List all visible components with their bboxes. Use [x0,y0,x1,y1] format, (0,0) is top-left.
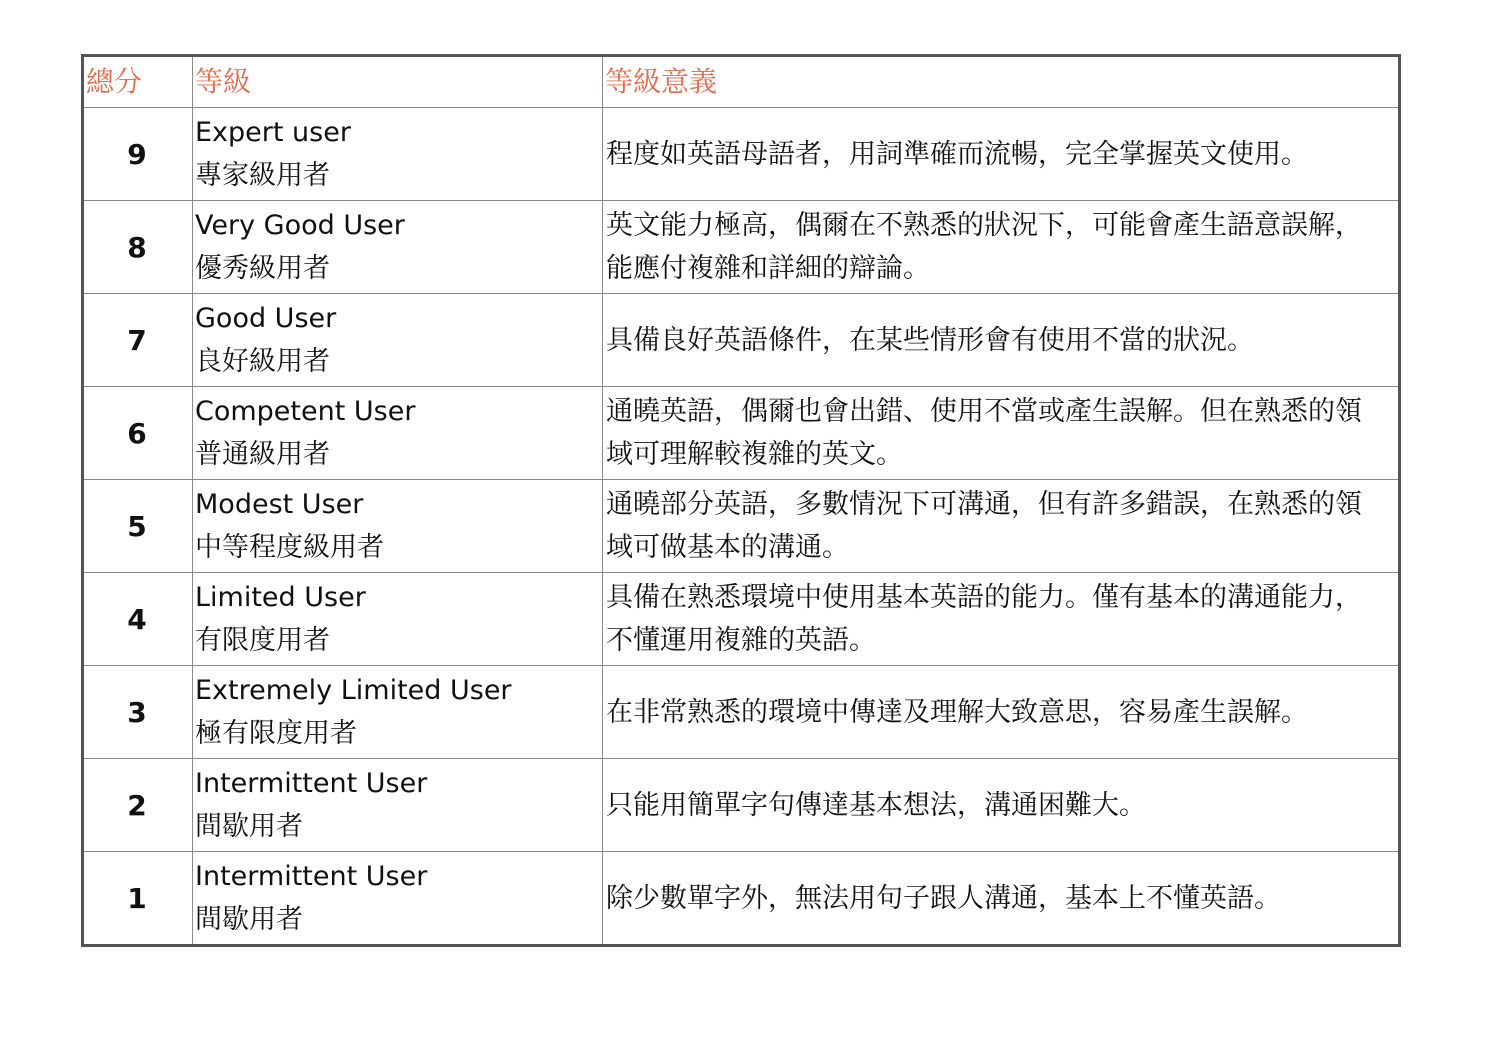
meaning-cell: 通曉英語，偶爾也會出錯、使用不當或產生誤解。但在熟悉的領域可理解較複雜的英文。 [603,387,1400,480]
level-chinese: 專家級用者 [195,160,330,191]
level-cell [193,666,603,759]
header-meaning: 等級意義 [603,56,1400,108]
table-row [83,666,1400,759]
ielts-score-table [81,54,1401,947]
table-row [83,387,1400,480]
level-chinese: 中等程度級用者 [195,532,384,563]
level-cell [193,108,603,201]
score-cell: 3 [83,666,193,759]
table-row [83,480,1400,573]
level-english: Very Good User [195,210,405,241]
ielts-score-table-container [81,54,1398,947]
level-chinese: 間歇用者 [195,811,303,842]
level-cell [193,387,603,480]
score-cell: 5 [83,480,193,573]
meaning-cell: 程度如英語母語者，用詞準確而流暢，完全掌握英文使用。 [603,108,1400,201]
level-chinese: 有限度用者 [195,625,330,656]
table-row [83,573,1400,666]
score-cell: 8 [83,201,193,294]
level-cell [193,201,603,294]
score-cell: 1 [83,852,193,946]
table-header-row [83,56,1400,108]
meaning-cell: 只能用簡單字句傳達基本想法，溝通困難大。 [603,759,1400,852]
level-english: Intermittent User [195,768,428,799]
meaning-cell: 具備良好英語條件，在某些情形會有使用不當的狀況。 [603,294,1400,387]
table-row [83,759,1400,852]
level-english: Modest User [195,489,364,520]
table-row [83,201,1400,294]
table-row [83,852,1400,946]
level-cell [193,294,603,387]
level-cell [193,573,603,666]
level-cell [193,480,603,573]
meaning-cell: 除少數單字外，無法用句子跟人溝通，基本上不懂英語。 [603,852,1400,946]
table-row [83,294,1400,387]
level-english: Limited User [195,582,366,613]
score-cell: 6 [83,387,193,480]
level-cell [193,852,603,946]
level-cell [193,759,603,852]
header-level: 等級 [193,56,603,108]
level-chinese: 間歇用者 [195,904,303,935]
score-cell: 7 [83,294,193,387]
level-chinese: 優秀級用者 [195,253,330,284]
level-english: Good User [195,303,337,334]
header-score: 總分 [83,56,193,108]
meaning-cell: 具備在熟悉環境中使用基本英語的能力。僅有基本的溝通能力，不懂運用複雜的英語。 [603,573,1400,666]
score-cell: 4 [83,573,193,666]
level-english: Intermittent User [195,861,428,892]
level-english: Competent User [195,396,416,427]
level-chinese: 極有限度用者 [195,718,357,749]
level-chinese: 良好級用者 [195,346,330,377]
level-english: Expert user [195,117,351,148]
meaning-cell: 英文能力極高，偶爾在不熟悉的狀況下，可能會產生語意誤解，能應付複雜和詳細的辯論。 [603,201,1400,294]
level-chinese: 普通級用者 [195,439,330,470]
level-english: Extremely Limited User [195,675,512,706]
score-cell: 2 [83,759,193,852]
meaning-cell: 通曉部分英語，多數情況下可溝通，但有許多錯誤，在熟悉的領域可做基本的溝通。 [603,480,1400,573]
table-row [83,108,1400,201]
score-cell: 9 [83,108,193,201]
meaning-cell: 在非常熟悉的環境中傳達及理解大致意思，容易產生誤解。 [603,666,1400,759]
